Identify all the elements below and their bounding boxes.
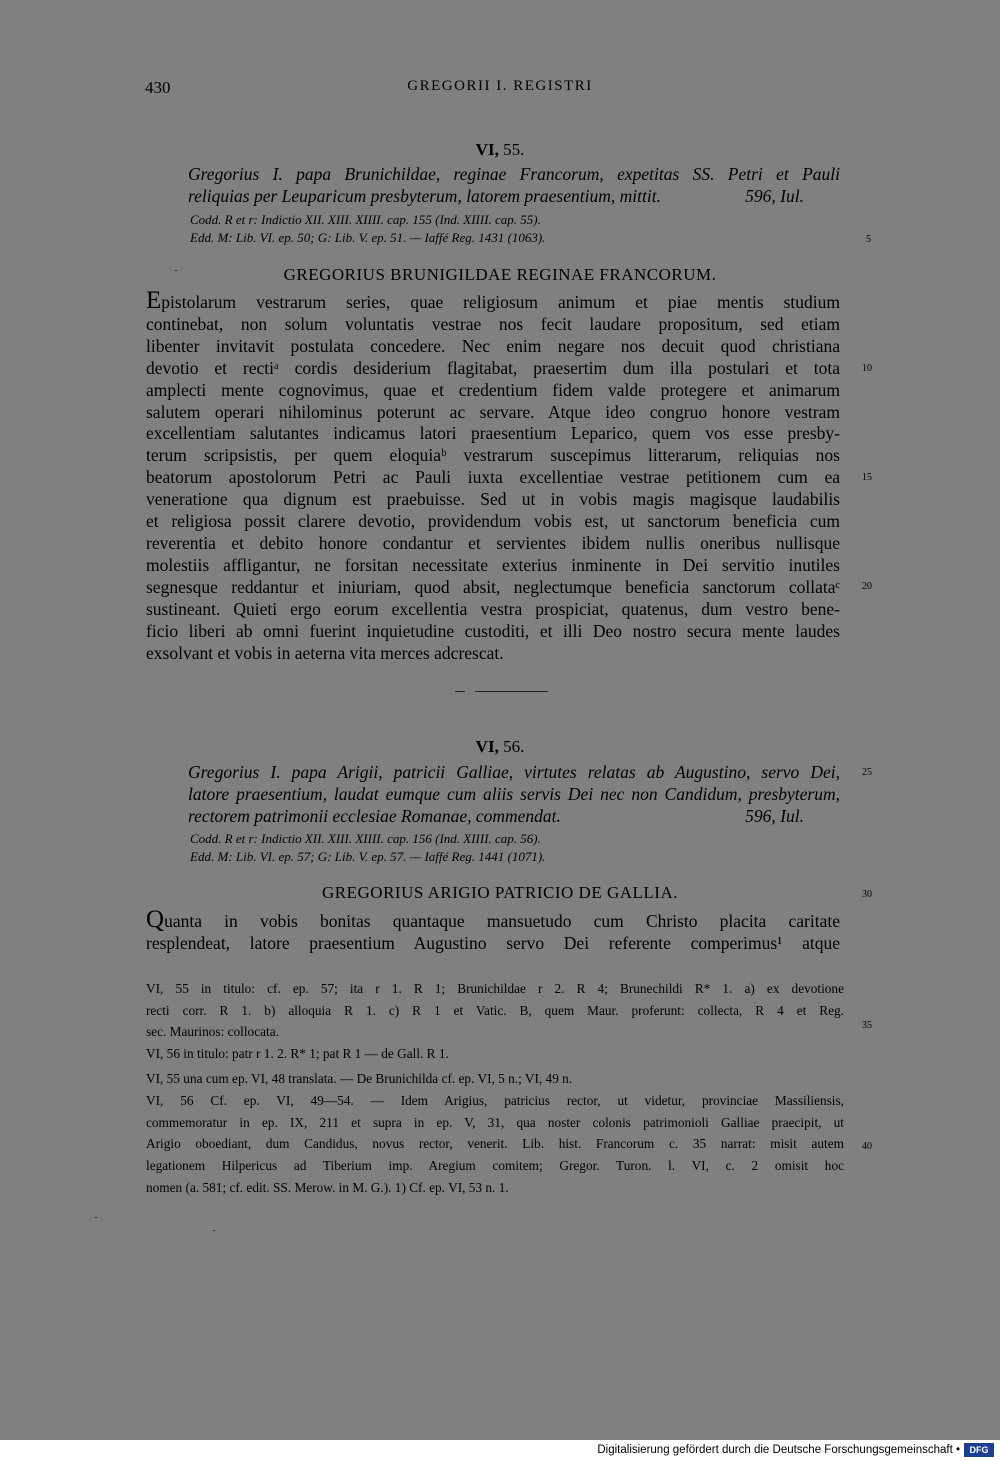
- running-title: GREGORII I. REGISTRI: [407, 78, 593, 94]
- comment-line: nomen (a. 581; cf. edit. SS. Merow. in M. G.). 1) Cf. ep. VI, 53 n. 1.: [146, 1179, 509, 1195]
- letter-56-regest: [188, 761, 840, 827]
- regest-line: latore praesentium, laudat eumque cum aliis servis Dei nec non Candidum, presbyterum,: [188, 784, 840, 804]
- letter-55-address: GREGORIUS BRUNIGILDAE REGINAE FRANCORUM.: [283, 265, 717, 284]
- line-number-25: 25: [862, 767, 872, 778]
- body-line: reverentia et debito honore condantur et servientes ibidem nullis oneribus nullisque: [146, 532, 840, 553]
- letter-56-body: [146, 906, 840, 955]
- letter-55-number: [0, 140, 1000, 160]
- letter-56-date: 596, Iul.: [745, 806, 804, 826]
- apparatus-line: VI, 56 in titulo: patr r 1. 2. R* 1; pat R 1 — de Gall. R 1.: [146, 1045, 449, 1061]
- apparatus-line: VI, 55 in titulo: cf. ep. 57; ita r 1. R 1; Brunichildae r 2. R 4; Brunechildi R* 1. a) ex devotione: [146, 981, 844, 996]
- body-line: sustineant. Quieti ergo eorum excellentia vestra prospiciat, quatenus, dum vestro bene-: [146, 598, 840, 619]
- commentary-notes: [146, 1068, 844, 1199]
- comment-line: VI, 56 Cf. ep. VI, 49—54. — Idem Arigius, patricius rector, ut videtur, provinciae Massiliensis,: [146, 1092, 844, 1108]
- comment-line: Arigio oboediant, dum Candidus, novus rector, venerit. Lib. hist. Francorum c. 35 narrat: misit autem: [146, 1136, 844, 1152]
- body-line: molestiis affligantur, ne forsitan necessitate exterius inminente in Dei servitio inutiles: [146, 554, 840, 575]
- line-number-10: 10: [862, 363, 872, 374]
- body-line: excellentiam salutantes indicamus latori praesentium Leparico, quem vos esse presby-: [146, 423, 840, 444]
- body-line: exsolvant et vobis in aeterna vita merces adcrescat.: [146, 642, 504, 663]
- regest-line: rectorem patrimonii ecclesiae Romanae, commendat.: [188, 806, 561, 826]
- body-line: beatorum apostolorum Petri ac Pauli iuxta excellentiae vestrae petitionem cum ea: [146, 467, 840, 488]
- letter-56-number: [0, 737, 1000, 757]
- body-line: Epistolarum vestrarum series, quae religiosum animum et piae mentis studium: [146, 287, 840, 314]
- letter-56-codices: Codd. R et r: Indictio XII. XIII. XIIII. cap. 156 (Ind. XIIII. cap. 56).: [190, 831, 541, 846]
- body-line: salutem operari nihilominus poterunt ac servare. Atque ideo congruo honore vestram: [146, 401, 840, 422]
- section-separator-gap: [465, 691, 475, 692]
- letter-56-number-bold: VI,: [475, 737, 499, 756]
- letter-55-codices: Codd. R et r: Indictio XII. XIII. XIIII. cap. 155 (Ind. XIIII. cap. 55).: [190, 212, 541, 227]
- letter-56-editions: Edd. M: Lib. VI. ep. 57; G: Lib. V. ep. 57. — Iaffé Reg. 1441 (1071).: [190, 849, 546, 864]
- body-line: segnesque reddantur et iniuriam, quod absit, neglectumque beneficia sanctorum collataᶜ: [146, 576, 840, 597]
- regest-line: reliquias per Leuparicum presbyterum, latorem praesentium, mittit.: [188, 186, 661, 206]
- regest-line: Gregorius I. papa Arigii, patricii Galliae, virtutes relatas ab Augustino, servo Dei,: [188, 762, 840, 782]
- body-line: devotio et rectiᵃ cordis desiderium flagitabat, praesertim dum illa postulari et tota: [146, 357, 840, 378]
- letter-55-body: [146, 287, 840, 664]
- apparatus-line: recti corr. R 1. b) alloquia R 1. c) R 1 et Vatic. B, quem Maur. proferunt: collecta, R 4 et Reg.: [146, 1002, 844, 1018]
- body-line: terum scripsistis, per quem eloquiaᵇ vestrarum suscepimus litterarum, reliquias nos: [146, 445, 840, 466]
- drop-initial: Q: [146, 906, 165, 933]
- line-number-15: 15: [862, 472, 872, 483]
- body-line: resplendeat, latore praesentium Augustino servo Dei referente comperimus¹ atque: [146, 932, 840, 953]
- line-number-35: 35: [862, 1020, 872, 1031]
- line-number-40: 40: [862, 1141, 872, 1152]
- body-line: Quanta in vobis bonitas quantaque mansuetudo cum Christo placita caritate: [146, 906, 840, 933]
- critical-apparatus: [146, 978, 844, 1064]
- line-number-5: 5: [866, 234, 871, 245]
- body-line: continebat, non solum voluntatis vestrae nos fecit laudare propositum, sed etiam: [146, 313, 840, 334]
- letter-55-date: 596, Iul.: [745, 186, 804, 206]
- funding-footer: [0, 1440, 1000, 1461]
- scan-speck: [95, 1217, 97, 1218]
- body-line: libenter invitavit postulata concedere. Nec enim negare nos decuit quod christiana: [146, 335, 840, 356]
- page-number: 430: [145, 78, 171, 97]
- letter-55-editions: Edd. M: Lib. VI. ep. 50; G: Lib. V. ep. 51. — Iaffé Reg. 1431 (1063).: [190, 230, 546, 245]
- letter-56-number-plain: 56.: [503, 737, 525, 756]
- letter-55-number-plain: 55.: [503, 140, 525, 159]
- letter-55-regest: [188, 163, 840, 207]
- comment-line: VI, 55 una cum ep. VI, 48 translata. — De Brunichilda cf. ep. VI, 5 n.; VI, 49 n.: [146, 1071, 573, 1086]
- comment-line: commemoratur in ep. IX, 211 et supra in ep. V, 31, qua noster colonis patrimonioli Galliae praecipit, ut: [146, 1114, 844, 1130]
- regest-line: Gregorius I. papa Brunichildae, reginae Francorum, expetitas SS. Petri et Pauli: [188, 164, 840, 184]
- scan-speck: [213, 1230, 215, 1231]
- funding-text: Digitalisierung gefördert durch die Deutsche Forschungsgemeinschaft •: [597, 1444, 960, 1456]
- dfg-logo: DFG: [964, 1443, 994, 1457]
- line-number-30: 30: [862, 889, 872, 900]
- body-line: et religiosa possit clarere devotio, providendum vobis est, ut sanctorum beneficia cum: [146, 511, 840, 532]
- body-line: veneratione qua dignum est praebuisse. Sed ut in vobis magis magisque laudabilis: [146, 489, 840, 510]
- drop-initial: E: [146, 287, 162, 314]
- comment-line: legationem Hilpericus ad Tiberium imp. Aregium comitem; Gregor. Turon. l. VI, c. 2 omisit hoc: [146, 1158, 844, 1174]
- apparatus-line: sec. Maurinos: collocata.: [146, 1024, 279, 1039]
- letter-56-address: GREGORIUS ARIGIO PATRICIO DE GALLIA.: [322, 883, 678, 902]
- body-line: ficio liberi ab omni fuerint inquietudine custoditi, et illi Deo nostro secura mente laudes: [146, 620, 840, 641]
- scan-speck: [175, 270, 177, 271]
- line-number-20: 20: [862, 581, 872, 592]
- body-line: amplecti mente cognovimus, quae et credentium fidem valde protegere et animarum: [146, 379, 840, 400]
- letter-55-number-bold: VI,: [475, 140, 499, 159]
